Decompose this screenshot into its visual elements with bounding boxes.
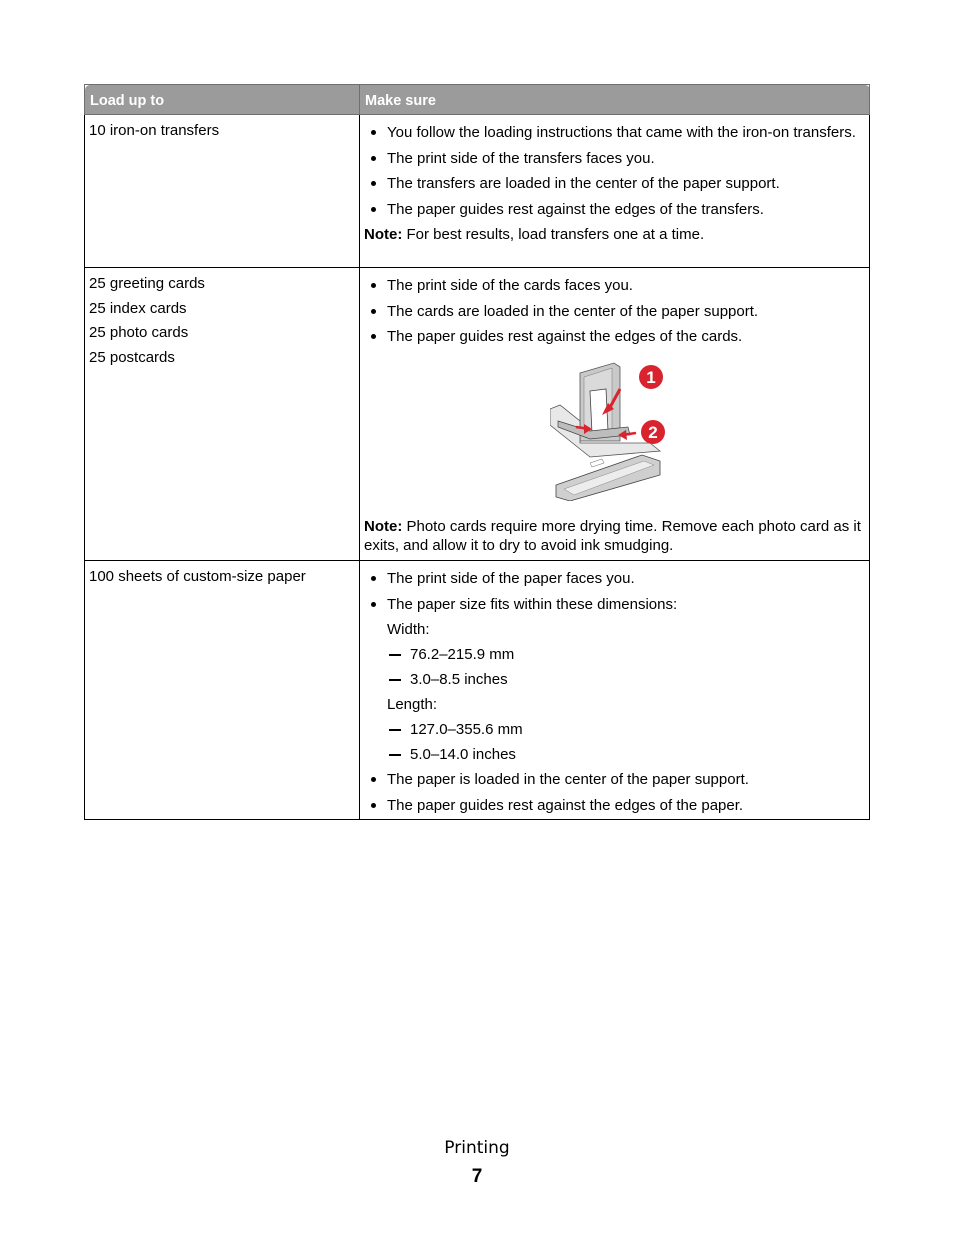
note-text: For best results, load transfers one at a time. bbox=[402, 226, 705, 243]
requirements-list bbox=[364, 123, 865, 219]
requirements-list bbox=[364, 770, 865, 815]
list-item: The print side of the transfers faces you. bbox=[364, 149, 865, 169]
callout-2-label: 2 bbox=[648, 422, 658, 442]
dimension-item: 127.0–355.6 mm bbox=[364, 720, 865, 739]
list-item: The paper guides rest against the edges of the transfers. bbox=[364, 200, 865, 220]
load-item: 100 sheets of custom-size paper bbox=[89, 568, 306, 585]
list-item: The print side of the cards faces you. bbox=[364, 276, 865, 296]
load-cell bbox=[85, 268, 360, 561]
note bbox=[364, 225, 865, 244]
list-item: The cards are loaded in the center of the paper support. bbox=[364, 302, 865, 322]
length-label: Length: bbox=[387, 696, 438, 713]
list-item: The print side of the paper faces you. bbox=[364, 569, 865, 589]
requirements-cell bbox=[360, 561, 870, 820]
requirements-list bbox=[364, 276, 865, 347]
loading-cards-illustration bbox=[550, 361, 670, 501]
list-item: The paper is loaded in the center of the paper support. bbox=[364, 770, 865, 790]
list-item: The transfers are loaded in the center of the paper support. bbox=[364, 174, 865, 194]
callout-1-label: 1 bbox=[646, 367, 656, 387]
header-load-up-to: Load up to bbox=[85, 85, 360, 115]
list-item: The paper size fits within these dimensions: bbox=[364, 595, 865, 615]
load-item: 25 index cards bbox=[89, 299, 187, 317]
page-number: 7 bbox=[471, 1166, 483, 1187]
load-cell bbox=[85, 561, 360, 820]
paper-loading-table bbox=[84, 84, 870, 820]
note-label: Note: bbox=[364, 226, 403, 243]
width-label: Width: bbox=[387, 621, 430, 638]
load-item: 10 iron-on transfers bbox=[89, 122, 220, 139]
header-make-sure: Make sure bbox=[360, 85, 870, 115]
table-row bbox=[85, 268, 870, 561]
requirements-list bbox=[364, 569, 865, 614]
load-item: 25 greeting cards bbox=[89, 275, 205, 292]
table-header-row bbox=[85, 85, 870, 115]
footer-section-title: Printing bbox=[444, 1138, 510, 1158]
note-label: Note: bbox=[364, 517, 403, 535]
note bbox=[364, 517, 865, 555]
table-row bbox=[85, 561, 870, 820]
load-cell bbox=[85, 115, 360, 268]
requirements-cell bbox=[360, 268, 870, 561]
dimension-item: 76.2–215.9 mm bbox=[364, 645, 865, 664]
load-item: 25 photo cards bbox=[89, 324, 189, 341]
list-item: You follow the loading instructions that came with the iron-on transfers. bbox=[364, 123, 865, 143]
list-item: The paper guides rest against the edges of the cards. bbox=[364, 327, 865, 347]
note-text: Photo cards require more drying time. Remove each photo card as it exits, and allow it to dry to avoid ink smudging. bbox=[364, 517, 861, 554]
requirements-cell bbox=[360, 115, 870, 268]
list-item: The paper guides rest against the edges of the paper. bbox=[364, 796, 865, 816]
dimension-item: 5.0–14.0 inches bbox=[364, 745, 865, 764]
dimension-item: 3.0–8.5 inches bbox=[364, 670, 865, 689]
table-row bbox=[85, 115, 870, 268]
load-item: 25 postcards bbox=[89, 348, 175, 366]
